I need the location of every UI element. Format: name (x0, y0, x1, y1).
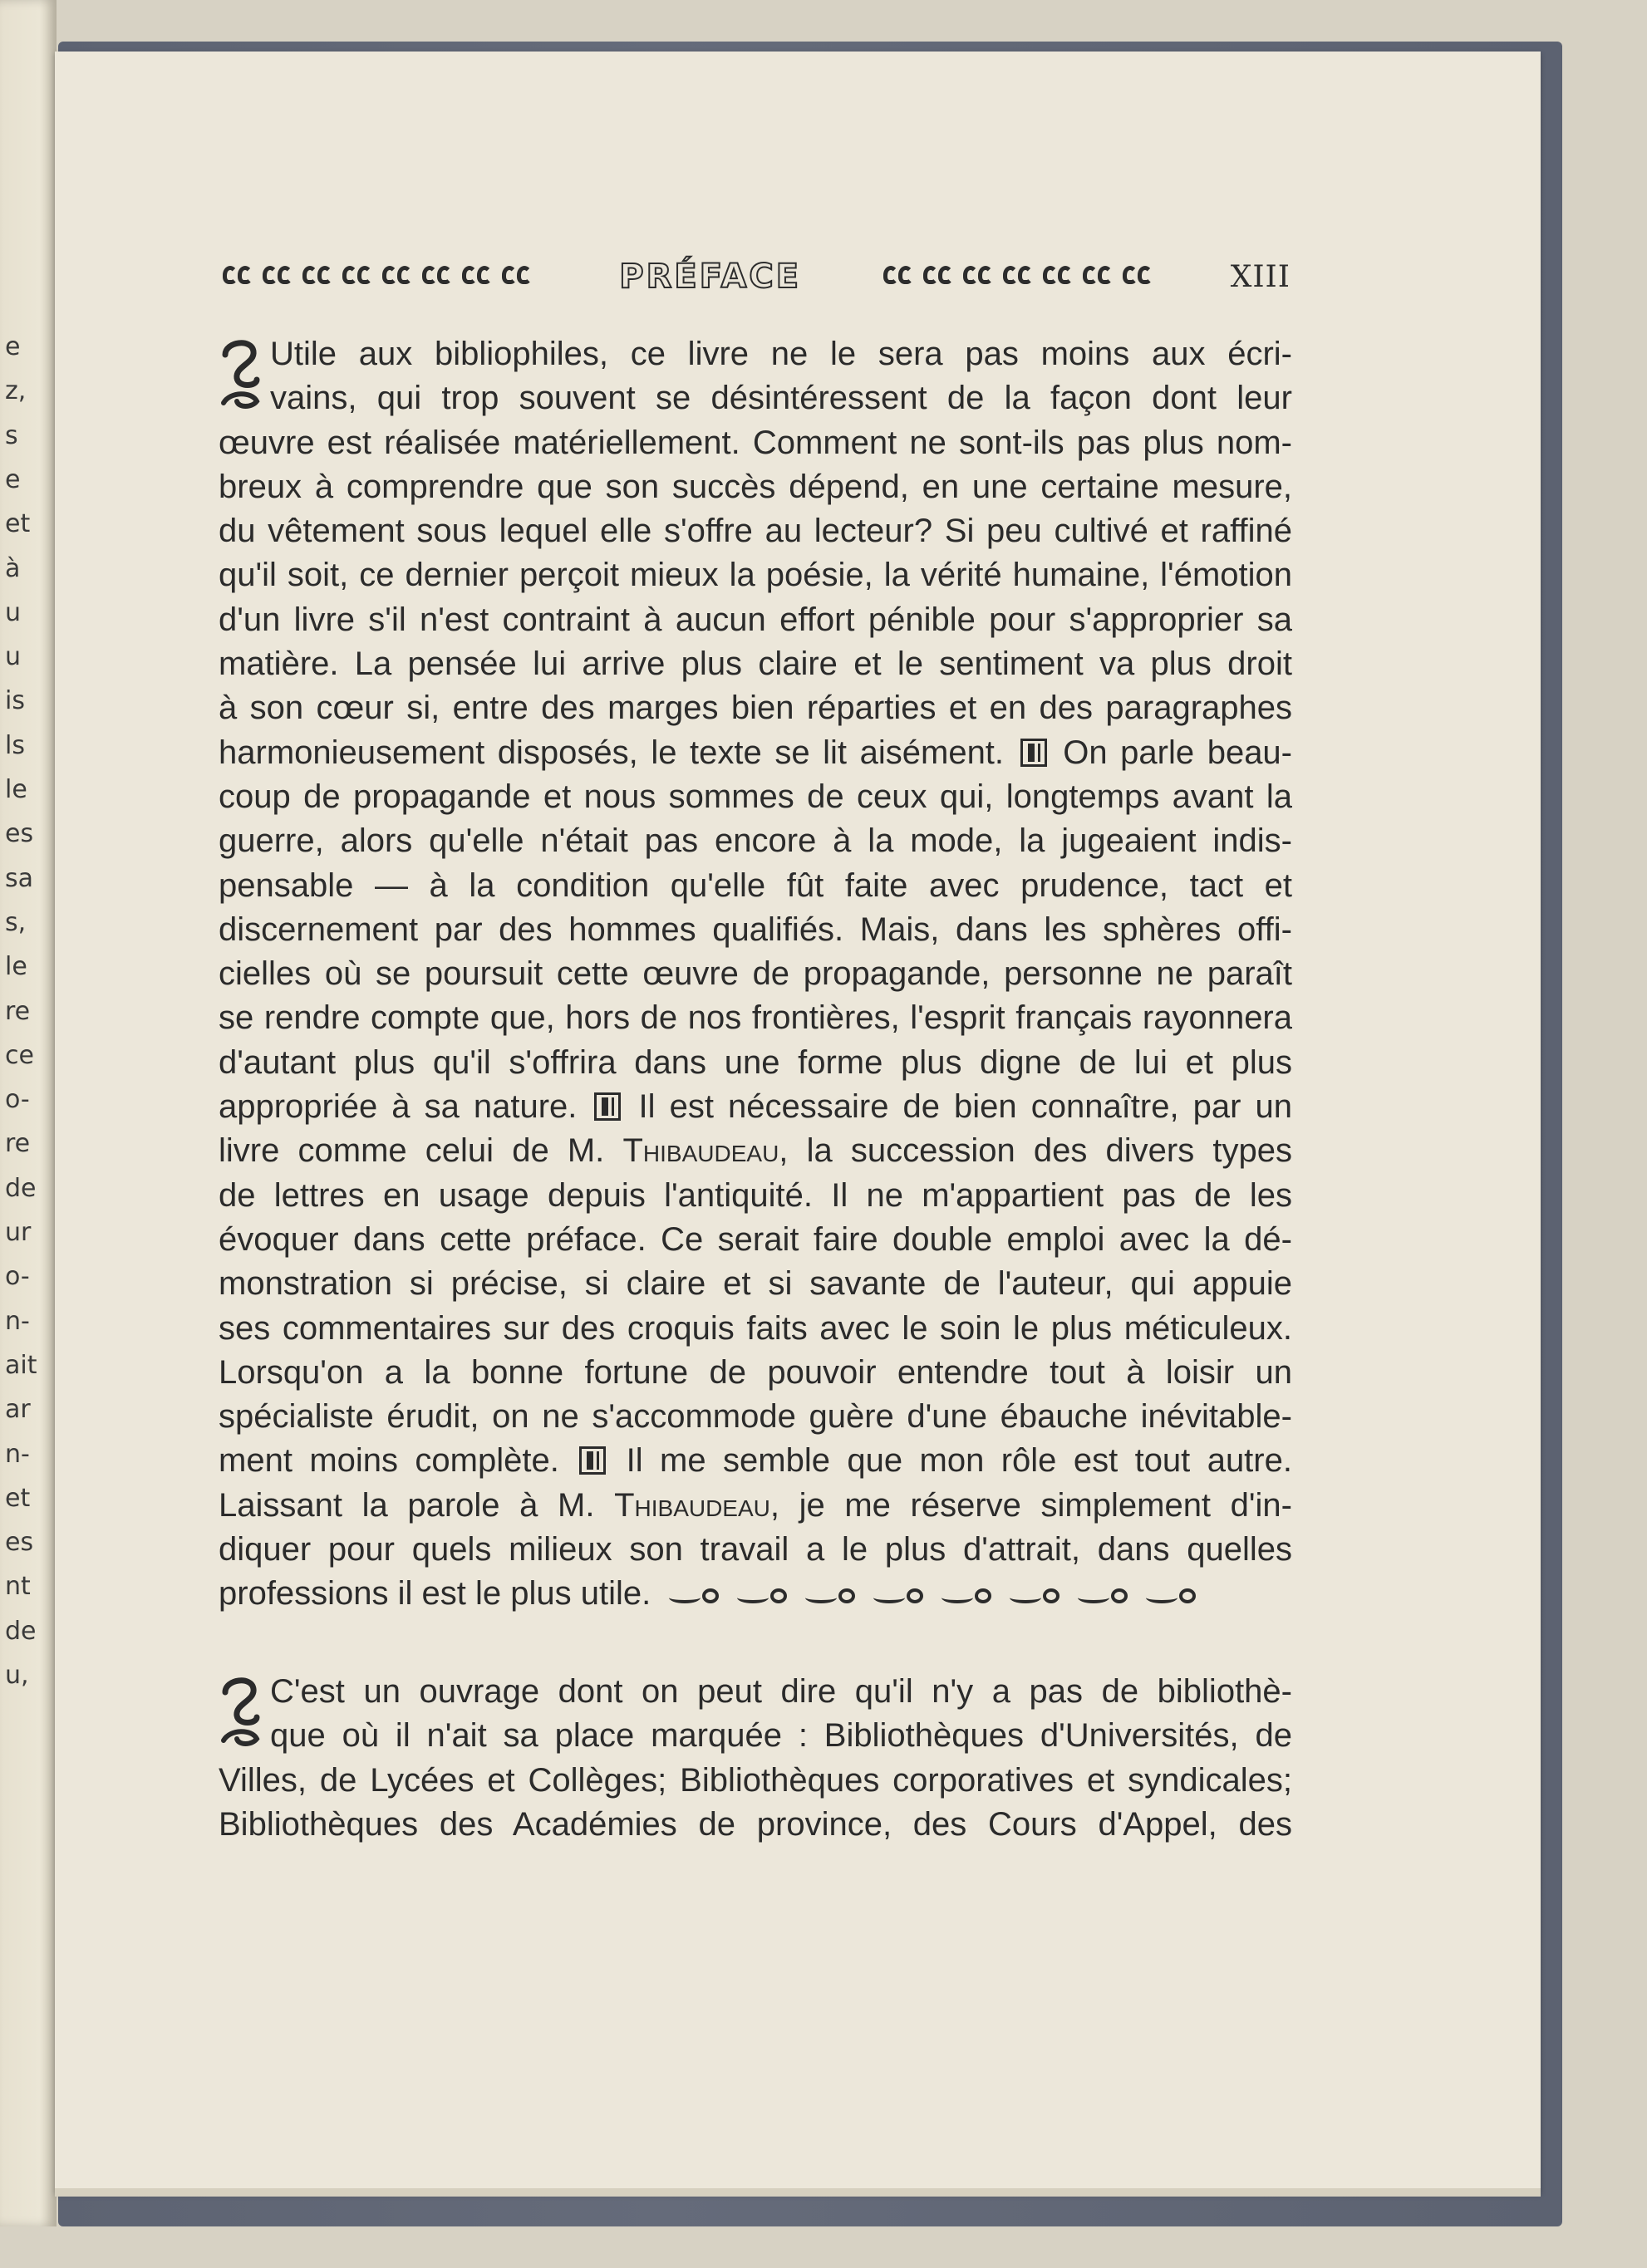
scroll-ornament-icon (963, 261, 998, 292)
text-segment: , je me réserve simplement d'in- (769, 1486, 1292, 1524)
scroll-ornament-icon (223, 261, 258, 292)
left-page-text-fragment: ar (5, 1395, 31, 1425)
scroll-ornament-icon (1003, 261, 1038, 292)
page-number: XIII (1230, 259, 1291, 294)
left-page-text-fragment: ur (5, 1218, 32, 1247)
text-line: qu'il soit, ce dernier perçoit mieux la poésie, la vérité humaine, l'émotion (219, 557, 1292, 594)
text-line: breux à comprendre que son succès dépend, en une certaine mesure, (219, 468, 1292, 505)
page-edge (55, 2188, 1541, 2197)
scroll-ornament-icon (883, 261, 918, 292)
left-page-text-fragment: et (5, 1483, 31, 1513)
left-page-text-fragment: ait (5, 1350, 37, 1380)
left-page-text-fragment: ls (5, 730, 25, 760)
left-page-text-fragment: et (5, 509, 31, 539)
left-page-text-fragment: e (5, 332, 21, 361)
left-page-text-fragment: de (5, 1616, 37, 1646)
text-line: du vêtement sous lequel elle s'offre au lecteur? Si peu cultivé et raffiné (219, 513, 1292, 550)
text-line (219, 1572, 1292, 1616)
text-line: coup de propagande et nous sommes de ceux qui, longtemps avant la (219, 778, 1292, 815)
vine-ornament-icon (941, 1587, 993, 1605)
body-paragraph (219, 1670, 1292, 1847)
text-segment: harmonieusement disposés, le texte se lit aisément. (219, 734, 1005, 771)
left-page-text-fragment: le (5, 775, 27, 804)
text-line: C'est un ouvrage dont on peut dire qu'il n'y a pas de bibliothè- (270, 1673, 1292, 1710)
paragraph-mark-icon (579, 1446, 606, 1475)
left-page-text-fragment: es (5, 819, 34, 849)
text-line: guerre, alors qu'elle n'était pas encore à la mode, la jugeaient indis- (219, 822, 1292, 860)
text-line (219, 1439, 1292, 1483)
left-page-text-fragment: n- (5, 1439, 30, 1469)
text-line: œuvre est réalisée matériellement. Comment ne sont-ils pas plus nom- (219, 424, 1292, 461)
text-line: vains, qui trop souvent se désintéressent de la façon dont leur (270, 380, 1292, 417)
left-page-text-fragment: de (5, 1173, 37, 1203)
head-ornaments-right (883, 261, 1158, 292)
text-segment: appropriée à sa nature. (219, 1088, 578, 1126)
text-line: matière. La pensée lui arrive plus claire et le sentiment va plus droit (219, 646, 1292, 683)
left-page-text-fragment: es (5, 1528, 34, 1558)
scroll-ornament-icon (342, 261, 377, 292)
left-page-text-fragment: e (5, 464, 21, 494)
paragraph-mark-icon (1020, 739, 1047, 767)
text-line: d'autant plus qu'il s'offrira dans une forme plus digne de lui et plus (219, 1043, 1292, 1081)
scroll-ornament-icon (1083, 261, 1118, 292)
text-line (219, 731, 1292, 775)
left-page-text-fragment: re (5, 996, 31, 1026)
text-line: Utile aux bibliophiles, ce livre ne le sera pas moins aux écri- (270, 336, 1292, 372)
left-page-text-fragment: u, (5, 1661, 29, 1690)
text-segment: professions il est le plus utile. (219, 1575, 651, 1613)
text-segment: Laissant la parole à M. (219, 1486, 595, 1524)
text-segment: Il me semble que mon rôle est tout autre. (626, 1442, 1292, 1480)
scroll-ornament-icon (1123, 261, 1158, 292)
head-ornaments-left (223, 261, 537, 292)
left-page-text-fragment: le (5, 952, 27, 982)
text-line: Bibliothèques des Académies de province, des Cours d'Appel, des (219, 1805, 1292, 1843)
line-filler-ornaments (669, 1587, 1197, 1605)
scroll-ornament-icon (382, 261, 417, 292)
left-page-text-fragment: o- (5, 1085, 30, 1115)
body-paragraph (219, 332, 1292, 1617)
text-segment: Il est nécessaire de bien connaître, par un (638, 1088, 1292, 1126)
left-page-text-fragment: is (5, 686, 25, 716)
vine-ornament-icon (805, 1587, 857, 1605)
scroll-ornament-icon (1043, 261, 1078, 292)
text-line: monstration si précise, si claire et si savante de l'auteur, qui appuie (219, 1265, 1292, 1303)
text-segment: livre comme celui de M. (219, 1132, 605, 1170)
left-page-text-fragment: re (5, 1129, 31, 1159)
vine-ornament-icon (669, 1587, 720, 1605)
text-line: de lettres en usage depuis l'antiquité. Il ne m'appartient pas de les (219, 1176, 1292, 1214)
left-page-text-fragment: u (5, 642, 22, 672)
text-line: discernement par des hommes qualifiés. Mais, dans les sphères offi- (219, 911, 1292, 948)
scroll-ornament-icon (302, 261, 337, 292)
left-page-text-fragment: à (5, 553, 21, 583)
left-page-text-fragment: s (5, 420, 18, 450)
vine-ornament-icon (1146, 1587, 1197, 1605)
left-page-text-fragment: z, (5, 376, 27, 406)
author-name: Thibaudeau (622, 1132, 779, 1170)
left-page-text-fragment: sa (5, 863, 34, 893)
left-page-text-fragment: ce (5, 1040, 34, 1070)
text-line: spécialiste érudit, on ne s'accommode guère d'une ébauche inévitable- (219, 1398, 1292, 1436)
vine-ornament-icon (873, 1587, 925, 1605)
text-segment: , la succession des divers types (779, 1132, 1293, 1170)
scroll-ornament-icon (263, 261, 297, 292)
text-segment: ment moins complète. (219, 1442, 559, 1480)
vine-ornament-icon (1078, 1587, 1129, 1605)
author-name: Thibaudeau (614, 1486, 770, 1524)
scroll-ornament-icon (923, 261, 958, 292)
text-line: se rendre compte que, hors de nos frontières, l'esprit français rayonnera (219, 999, 1292, 1037)
running-head-title: PRÉFACE (619, 258, 802, 296)
text-line: évoquer dans cette préface. Ce serait faire double emploi avec la dé- (219, 1220, 1292, 1258)
text-segment: On parle beau- (1063, 734, 1293, 771)
vine-ornament-icon (737, 1587, 789, 1605)
text-line: pensable — à la condition qu'elle fût faite avec prudence, tact et (219, 866, 1292, 904)
left-page-text-fragment: s, (5, 907, 27, 937)
text-line: à son cœur si, entre des marges bien réparties et en des paragraphes (219, 690, 1292, 727)
text-line: cielles où se poursuit cette œuvre de propagande, personne ne paraît (219, 955, 1292, 993)
text-line: Lorsqu'on a la bonne fortune de pouvoir entendre tout à loisir un (219, 1353, 1292, 1391)
text-line: Villes, de Lycées et Collèges; Bibliothèques corporatives et syndicales; (219, 1761, 1292, 1799)
scroll-ornament-icon (422, 261, 457, 292)
left-facing-page (0, 0, 57, 2226)
scroll-ornament-icon (462, 261, 497, 292)
vine-ornament-icon (1010, 1587, 1061, 1605)
text-line: diquer pour quels milieux son travail a le plus d'attrait, dans quelles (219, 1531, 1292, 1568)
running-head (223, 252, 1291, 302)
left-page-text-fragment: nt (5, 1572, 31, 1602)
left-page-text-fragment: n- (5, 1306, 30, 1336)
text-line: ses commentaires sur des croquis faits avec le soin le plus méticuleux. (219, 1309, 1292, 1347)
text-line (219, 1085, 1292, 1129)
left-page-text-fragment: o- (5, 1262, 30, 1292)
paragraph-mark-icon (594, 1092, 621, 1121)
left-page-text-fragment: u (5, 597, 22, 627)
text-line: d'un livre s'il n'est contraint à aucun effort pénible pour s'approprier sa (219, 601, 1292, 638)
text-line (219, 1129, 1292, 1173)
scroll-ornament-icon (502, 261, 537, 292)
text-line (219, 1484, 1292, 1528)
text-line: que où il n'ait sa place marquée : Bibliothèques d'Universités, de (270, 1717, 1292, 1755)
